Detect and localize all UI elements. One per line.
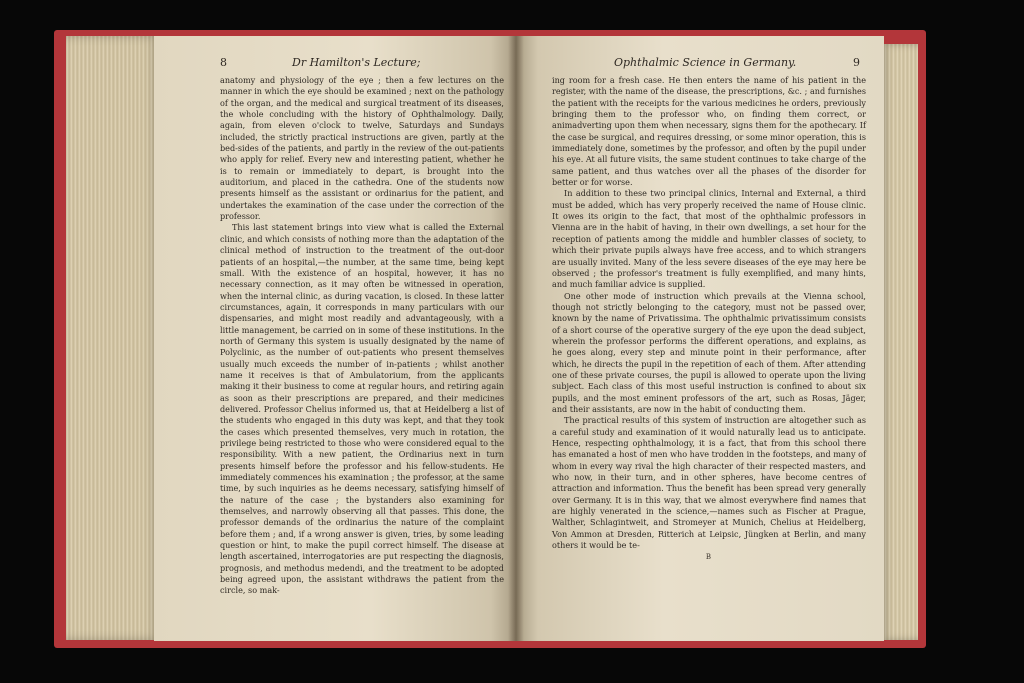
paragraph: anatomy and physiology of the eye ; then a few lectures on the manner in which the eye should be examined ; next on the pathology of the organ, and the medical and surgical treatment of its diseases, the whole concluding with the history of Ophthalmology. Daily, again, from eleven o'clock to twelve, Saturdays and Sundays included, the strictly practical instructions are given, partly at the bed-sides of the patients, and partly in the review of the out-patients who apply for relief. Every new and interesting patient, whether he is to remain or immediately to depart, is brought into the auditorium, and placed in the cathedra. One of the students now presents himself as the assistant or ordinarius for the patient, and undertakes the examination of the case under the correction of the professor. xyxy=(220,75,504,222)
right-page-number: 9 xyxy=(853,56,860,69)
left-running-head: Dr Hamilton's Lecture; xyxy=(292,56,421,69)
paragraph: This last statement brings into view what is called the External clinic, and which consists of nothing more than the adaptation of the clinical method of instruction to the treatment of the out-door patients of an hospital,—the number, at the same time, being kept small. With the existence of an hospital, however, it has no necessary connection, as it may often be witnessed in operation, when the internal clinic, as during vacation, is closed. In these latter circumstances, again, it corresponds in many particulars with our dispensaries, and might most readily and advantageously, with a little management, be carried on in some of these institutions. In the north of Germany this system is usually designated by the name of Polyclinic, as the number of out-patients who present themselves usually much exceeds the number of in-patients ; whilst another name it receives is that of Ambulatorium, from the applicants making it their business to come at regular hours, and retiring again as soon as their prescriptions are prepared, and their medicines delivered. Professor Chelius informed us, that at Heidelberg a list of the students who engaged in this duty was kept, and that they took the cases which presented themselves, very much in rotation, the privilege being restricted to those who were considered equal to the responsibility. With a new patient, the Ordinarius next in turn presents himself before the professor and his fellow-students. He immediately commences his examination ; the professor, at the same time, by such inquiries as he deems necessary, satisfying himself of the nature of the case ; the bystanders also examining for themselves, and narrowly observing all that passes. This done, the professor demands of the ordinarius the nature of the complaint before them ; and, if a wrong answer is given, tries, by some leading question or hint, to make the pupil correct himself. The disease at length ascertained, interrogatories are put respecting the diagnosis, prognosis, and methodus medendi, and the treatment to be adopted being agreed upon, the assistant withdraws the patient from the circle, so mak- xyxy=(220,222,504,596)
left-page-header xyxy=(220,56,504,73)
right-page xyxy=(516,36,884,641)
page-edges-right xyxy=(880,44,918,640)
book-gutter xyxy=(508,36,524,641)
paragraph: One other mode of instruction which prevails at the Vienna school, though not strictly belonging to the category, must not be passed over, known by the name of Privatissima. The ophthalmic privatissimum consists of a short course of the operative surgery of the eye upon the dead subject, wherein the professor performs the different operations, and explains, as he goes along, every step and minute point in their performance, after which, he directs the pupil in the repetition of each of them. After attending one of these private courses, the pupil is allowed to operate upon the living subject. Each class of this most useful instruction is confined to about six pupils, and the most eminent professors of the art, such as Rosas, Jäger, and their assistants, are now in the habit of conducting them. xyxy=(552,290,866,414)
right-page-body xyxy=(552,75,866,551)
signature-mark: B xyxy=(705,553,713,562)
paragraph: ing room for a fresh case. He then enters the name of his patient in the register, with the name of the disease, the prescriptions, &c. ; and furnishes the patient with the receipts for the various medicines he orders, previously bringing them to the professor who, on finding them correct, or animadverting upon them when necessary, signs them for the apothecary. If the case be surgical, and requires dressing, or some minor operation, this is immediately done, sometimes by the professor, and often by the pupil under his eye. At all future visits, the same student continues to take charge of the same patient, and thus watches over all the phases of the disorder for better or for worse. xyxy=(552,75,866,188)
left-page-body xyxy=(220,75,504,597)
page-edges-left xyxy=(66,36,160,640)
left-page-number: 8 xyxy=(220,56,227,69)
paragraph: The practical results of this system of instruction are altogether such as a careful study and examination of it would naturally lead us to anticipate. Hence, respecting ophthalmology, it is a fact, that from this school there has emanated a host of men who have trodden in the footsteps, and many of whom in every way rival the high character of their respected masters, and who now, in their turn, and in other spheres, have become centres of attraction and information. Thus the benefit has been spread very generally over Germany. It is in this way, that we almost everywhere find names that are highly venerated in the science,—names such as Fischer at Prague, Walther, Schlagintweit, and Stromeyer at Munich, Chelius at Heidelberg, Von Ammon at Dresden, Ritterich at Leipsic, Jüngken at Berlin, and many others it would be te- xyxy=(552,415,866,551)
right-page-header xyxy=(552,56,866,73)
right-running-head: Ophthalmic Science in Germany. xyxy=(614,56,797,69)
left-page xyxy=(154,36,516,641)
paragraph: In addition to these two principal clinics, Internal and External, a third must be added, which has very properly received the name of House clinic. It owes its origin to the fact, that most of the ophthalmic professors in Vienna are in the habit of having, in their own dwellings, a set hour for the reception of patients among the middle and humbler classes of society, to which their private pupils always have free access, and to which strangers are usually invited. Many of the less severe diseases of the eye may here be observed ; the professor's treatment is fully exemplified, and many hints, and much familiar advice is supplied. xyxy=(552,188,866,290)
